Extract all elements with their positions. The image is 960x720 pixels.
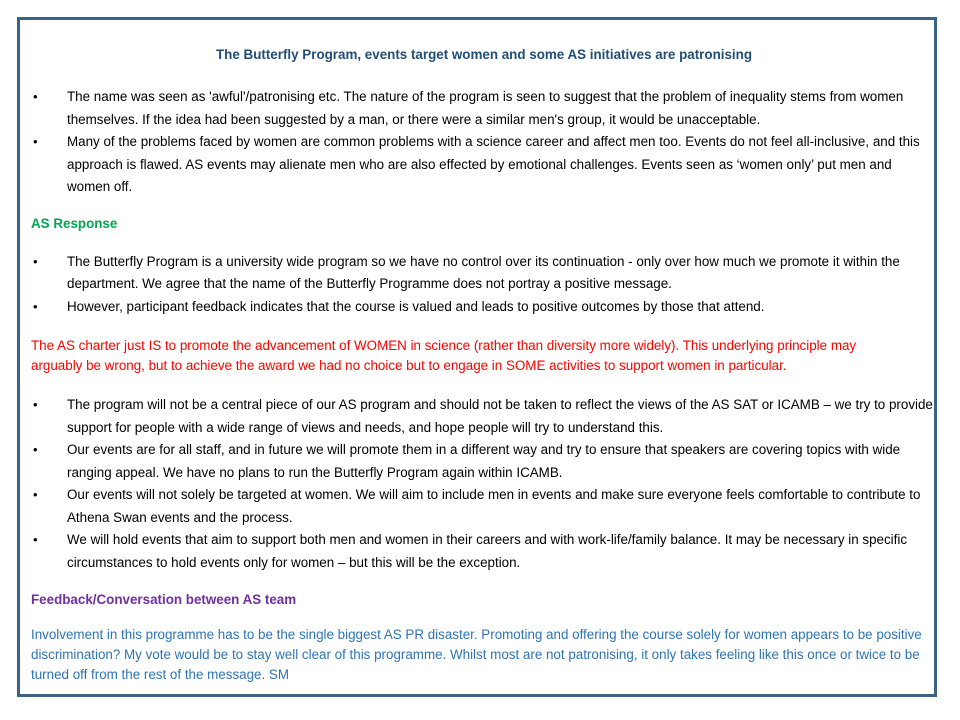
list-item [31,296,937,319]
list-item [31,529,937,574]
concern-text: Many of the problems faced by women are common problems with a science career and affect men too. Events do not feel all-inclusive, and this approach is flawed. AS events may alienate men who are also effected by emotional challenges. Events seen as ‘women only’ put men and women off. [67,134,920,194]
response-text: However, participant feedback indicates that the course is valued and leads to positive outcomes by those that attend. [67,298,765,314]
response-text: The Butterfly Program is a university wide program so we have no control over its continuation - only over how much we promote it within the department. We agree that the name of the Butterfly Programme does not portray a positive message. [67,253,900,291]
bullet-icon: • [33,298,38,314]
list-item [31,394,937,439]
bullet-icon: • [33,253,38,269]
bullet-icon: • [33,487,38,502]
slide-content [31,36,937,685]
plan-text: We will hold events that aim to support both men and women in their careers and with work-life/family balance. It may be necessary in specific circumstances to hold events only for women – but this will be the exception. [67,532,908,570]
bullet-icon: • [33,397,38,412]
concern-text: The name was seen as 'awful'/patronising etc. The nature of the program is seen to suggest that the problem of inequality stems from women themselves. If the idea had been suggested by a man, or there were a similar men's group, it would be unacceptable. [67,89,904,127]
plan-text: The program will not be a central piece of our AS program and should not be taken to reflect the views of the AS SAT or ICAMB – we try to provide support for people with a wide range of views and needs, and hope people will try to understand this. [67,397,933,435]
response-list [31,251,937,319]
list-item [31,251,937,296]
slide-title: The Butterfly Program, events target women and some AS initiatives are patronising [216,47,752,62]
bullet-icon: • [33,134,38,149]
charter-note: The AS charter just IS to promote the advancement of WOMEN in science (rather than diversity more widely). This underlying principle may arguably be wrong, but to achieve the award we had no choice but to engage in SOME activities to support women in particular. [31,338,857,373]
plan-text: Our events are for all staff, and in future we will promote them in a different way and try to ensure that speakers are covering topics with wide ranging appeal. We have no plans to run the Butterfly Program again within ICAMB. [67,442,901,480]
list-item [31,86,937,131]
feedback-text: Involvement in this programme has to be the single biggest AS PR disaster. Promoting and offering the course solely for women appears to be positive discrimination? My vote would be to stay well clear of this programme. Whilst most are not patronising, it only takes feeling like this once or twice to be turned off from the rest of the message. SM [31,627,922,682]
bullet-icon: • [33,442,38,457]
feedback-heading: Feedback/Conversation between AS team [31,592,297,607]
response-heading: AS Response [31,215,118,231]
plan-text: Our events will not solely be targeted at women. We will aim to include men in events and make sure everyone feels comfortable to contribute to Athena Swan events and the process. [67,487,921,525]
concerns-list [31,86,937,199]
plan-list [31,394,937,574]
list-item [31,131,937,199]
bullet-icon: • [33,89,38,104]
list-item [31,484,937,529]
bullet-icon: • [33,532,38,547]
list-item [31,439,937,484]
